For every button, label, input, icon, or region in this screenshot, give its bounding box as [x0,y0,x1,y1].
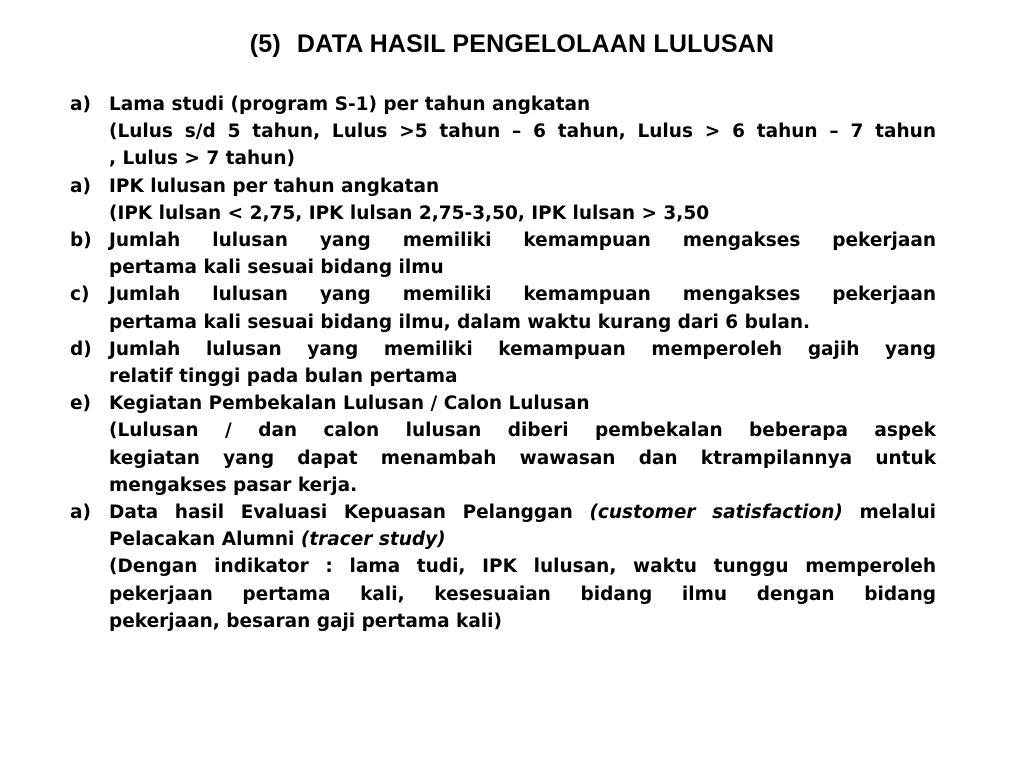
list-item-akses-pekerjaan [70,227,936,281]
list-item-evaluasi-kepuasan [70,499,936,635]
item-text-line: Jumlah lulusan yang memiliki kemampuan mengakses pekerjaan [109,284,936,306]
list-marker: d) [70,338,92,360]
item-text-line: Kegiatan Pembekalan Lulusan / Calon Lulusan [109,393,590,415]
item-text-line: Lama studi (program S-1) per tahun angkatan [109,94,591,115]
item-text-line: pekerjaan, besaran gaji pertama kali) [109,610,502,632]
slide-content [70,91,936,635]
item-text: Pelacakan Alumni [109,529,295,551]
item-text-line: relatif tinggi pada bulan pertama [109,366,458,388]
item-text-line: (Lulus s/d 5 tahun, Lulus >5 tahun – 6 tahun, Lulus > 6 tahun – 7 tahun [109,121,936,143]
item-text-line: Jumlah lulusan yang memiliki kemampuan memperoleh gajih yang [109,338,936,360]
list-marker: a) [70,502,91,524]
list-marker: a) [70,94,91,115]
item-text-line: (Dengan indikator : lama tudi, IPK lulusan, waktu tunggu memperoleh [109,556,936,578]
item-text-line: IPK lulusan per tahun angkatan [109,175,440,197]
item-text: melalui [859,502,936,524]
list-item-pembekalan [70,390,936,499]
item-text-line: (IPK lulsan < 2,75, IPK lulsan 2,75-3,50, IPK lulsan > 3,50 [109,202,710,224]
item-text-line [109,526,936,553]
slide-title [0,30,1024,59]
item-text-line: mengakses pasar kerja. [109,474,358,496]
list-marker: c) [70,284,90,306]
list-marker: e) [70,393,92,415]
list-item-akses-pekerjaan-6-bulan [70,281,936,335]
item-text: Data hasil Evaluasi Kepuasan Pelanggan [109,502,573,524]
title-number: (5) [249,30,281,58]
list-marker: a) [70,175,91,197]
list-item-ipk [70,173,936,227]
item-text-line: Jumlah lulusan yang memiliki kemampuan mengakses pekerjaan [109,230,936,252]
item-text-line: , Lulus > 7 tahun) [109,148,295,170]
item-text-line [109,499,936,526]
list-item-gaji [70,336,936,390]
item-text-line: pekerjaan pertama kali, kesesuaian bidang ilmu dengan bidang [109,583,936,605]
item-text-line: pertama kali sesuai bidang ilmu [109,257,444,279]
italic-term: (customer satisfaction) [589,502,843,524]
item-text-line: kegiatan yang dapat menambah wawasan dan ktrampilannya untuk [109,447,936,469]
title-text: DATA HASIL PENGELOLAAN LULUSAN [296,30,775,58]
item-text-line: (Lulusan / dan calon lulusan diberi pembekalan beberapa aspek [109,420,936,442]
italic-term: (tracer study) [300,529,446,551]
list-item-lama-studi [70,91,936,173]
item-text-line: pertama kali sesuai bidang ilmu, dalam waktu kurang dari 6 bulan. [109,311,811,333]
list-marker: b) [70,230,92,252]
